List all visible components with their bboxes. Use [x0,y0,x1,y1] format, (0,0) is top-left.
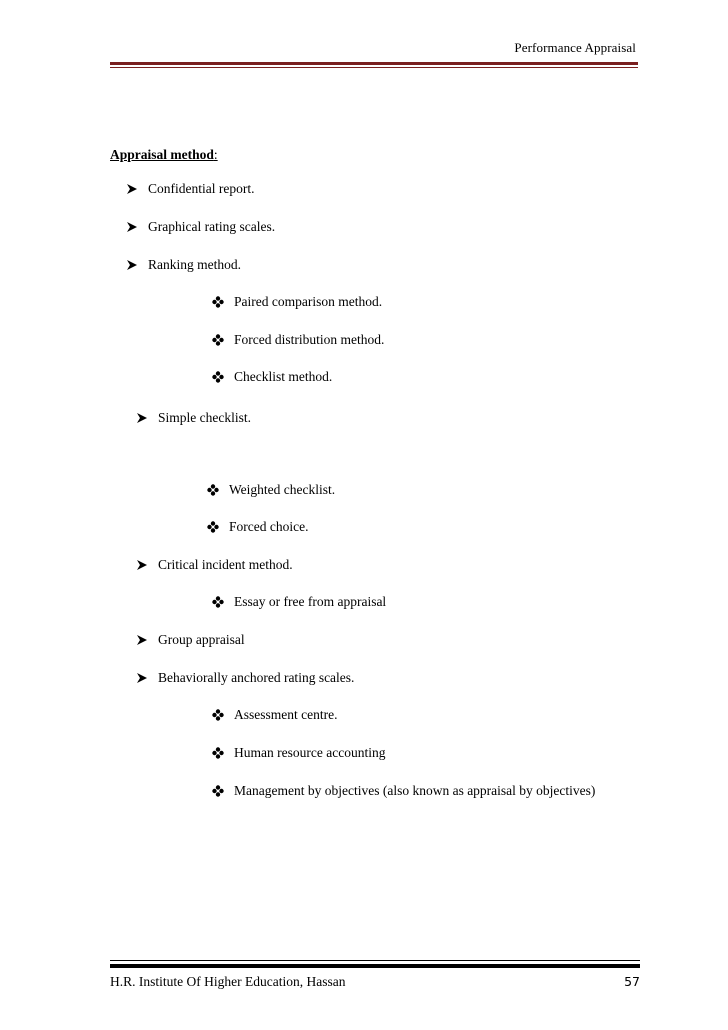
list-item-label: Group appraisal [158,632,245,647]
header-rule-thin [110,67,638,68]
list-item [212,369,332,385]
list-item [136,670,354,686]
list-item-label: Ranking method. [148,257,241,272]
list-item [126,257,241,273]
diamond-bullet-icon [207,521,229,533]
list-item [212,745,385,761]
footer-institution: H.R. Institute Of Higher Education, Hassan [110,974,346,989]
arrow-bullet-icon [126,221,148,233]
arrow-bullet-icon [126,183,148,195]
footer-rule-thin [110,960,640,961]
header-title: Performance Appraisal [514,40,636,55]
diamond-bullet-icon [212,296,234,308]
arrow-bullet-icon [126,259,148,271]
list-item [212,594,386,610]
list-item [207,519,308,535]
list-item [212,294,382,310]
diamond-bullet-icon [212,371,234,383]
arrow-bullet-icon [136,634,158,646]
footer-rule-thick [110,964,640,968]
list-item-label: Paired comparison method. [234,294,383,309]
list-item-label: Forced distribution method. [234,332,385,347]
list-item-label: Behaviorally anchored rating scales. [158,670,355,685]
list-item [136,557,293,573]
list-item-label: Forced choice. [229,519,309,534]
list-item [212,783,595,799]
diamond-bullet-icon [212,747,234,759]
arrow-bullet-icon [136,412,158,424]
list-item [136,632,245,648]
diamond-bullet-icon [212,709,234,721]
list-item-label: Management by objectives (also known as appraisal by objectives) [234,783,596,798]
header-rule-thick [110,62,638,65]
list-item [126,181,254,197]
diamond-bullet-icon [212,334,234,346]
list-item-label: Confidential report. [148,181,255,196]
section-heading-text: Appraisal method [110,147,214,162]
list-item [136,410,251,426]
list-item [212,332,384,348]
diamond-bullet-icon [212,596,234,608]
list-item [212,707,337,723]
section-heading [110,147,218,163]
list-item-label: Graphical rating scales. [148,219,276,234]
page-number: 57 [624,974,640,989]
arrow-bullet-icon [136,559,158,571]
list-item-label: Simple checklist. [158,410,251,425]
diamond-bullet-icon [207,484,229,496]
list-item [126,219,275,235]
list-item-label: Checklist method. [234,369,333,384]
list-item-label: Weighted checklist. [229,482,336,497]
arrow-bullet-icon [136,672,158,684]
list-item-label: Human resource accounting [234,745,386,760]
list-item-label: Assessment centre. [234,707,338,722]
diamond-bullet-icon [212,785,234,797]
list-item-label: Essay or free from appraisal [234,594,387,609]
list-item-label: Critical incident method. [158,557,293,572]
list-item [207,482,335,498]
section-heading-colon: : [213,147,218,162]
